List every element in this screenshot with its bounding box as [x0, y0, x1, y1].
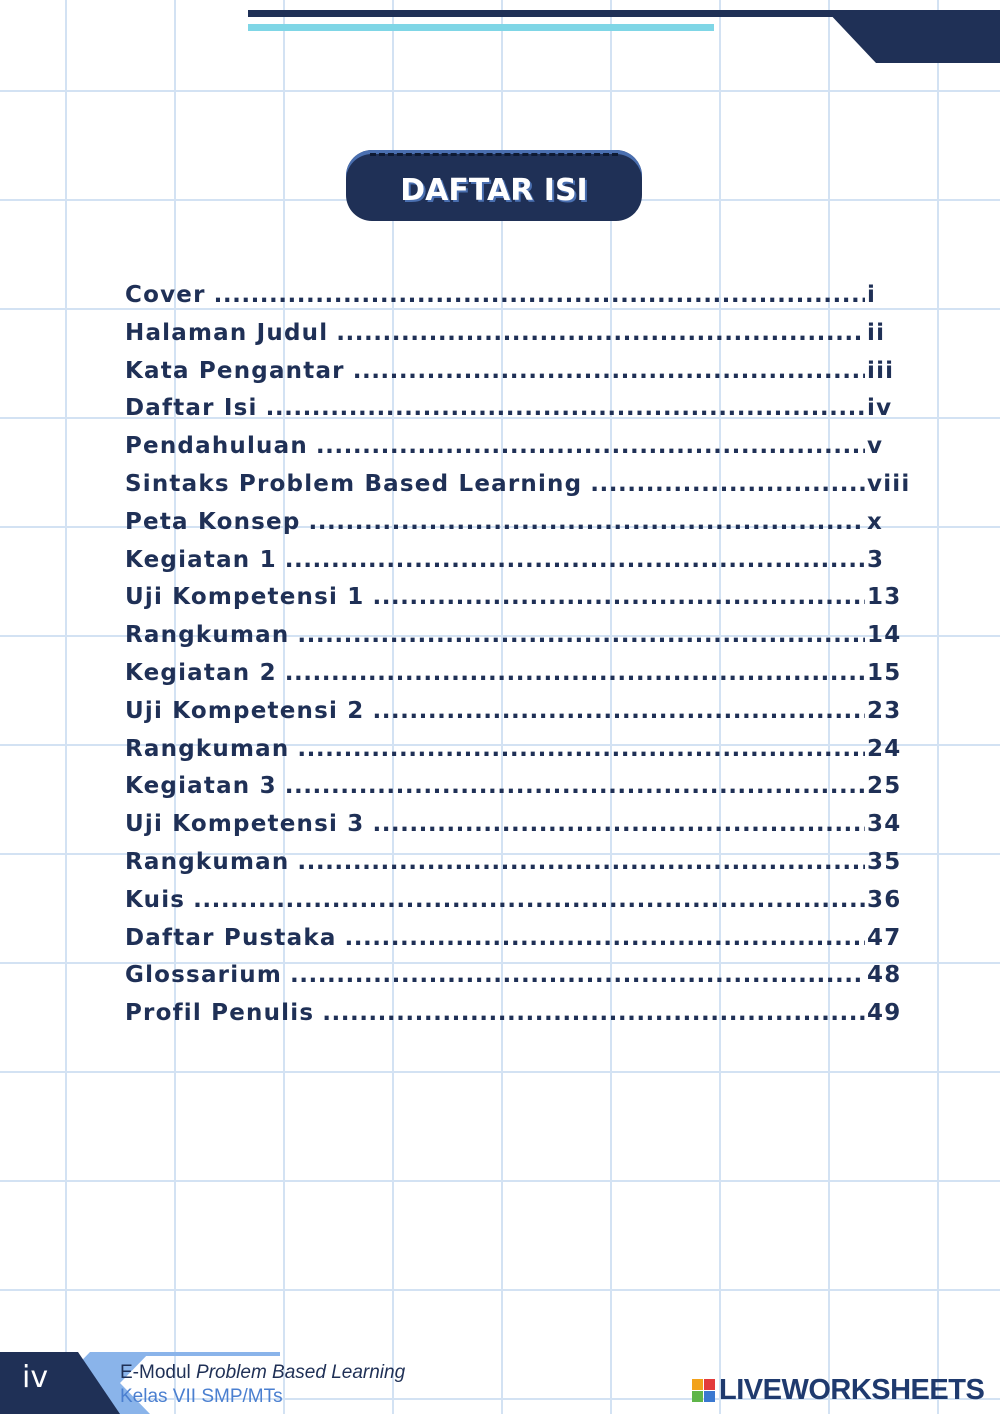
toc-entry[interactable]	[125, 277, 915, 315]
toc-entry-label: Halaman Judul	[125, 319, 329, 346]
toc-dot-leader	[336, 315, 865, 353]
toc-dot-leader	[345, 920, 865, 958]
toc-entry-page: 34	[867, 811, 902, 838]
toc-entry-page: iii	[867, 357, 895, 384]
logo-block-blue	[704, 1391, 715, 1402]
toc-entry[interactable]	[125, 655, 915, 693]
toc-entry[interactable]	[125, 390, 915, 428]
toc-entry-page: 14	[867, 622, 902, 649]
toc-entry[interactable]	[125, 542, 915, 580]
page-title: DAFTAR ISI	[400, 173, 588, 208]
toc-entry-page: 15	[867, 659, 902, 686]
toc-entry[interactable]	[125, 806, 915, 844]
toc-entry[interactable]	[125, 731, 915, 769]
toc-entry-label: Uji Kompetensi 1	[125, 584, 365, 611]
footer-class-line: Kelas VII SMP/MTs	[120, 1386, 283, 1407]
toc-entry-label: Daftar Isi	[125, 395, 258, 422]
logo-block-green	[692, 1391, 703, 1402]
toc-dot-leader	[316, 428, 865, 466]
toc-dot-leader	[285, 655, 865, 693]
toc-entry-label: Cover	[125, 282, 206, 308]
toc-entry-label: Rangkuman	[125, 622, 290, 649]
toc-dot-leader	[285, 542, 865, 580]
toc-entry-label: Kegiatan 2	[125, 659, 277, 686]
title-banner	[346, 150, 642, 221]
logo-text: LIVEWORKSHEETS	[719, 1373, 985, 1406]
toc-entry-page: 47	[867, 924, 902, 951]
toc-entry-label: Rangkuman	[125, 735, 290, 762]
toc-entry-page: 36	[867, 886, 902, 913]
toc-entry[interactable]	[125, 315, 915, 353]
toc-dot-leader	[590, 466, 865, 504]
logo-block-red	[704, 1379, 715, 1390]
toc-dot-leader	[297, 844, 865, 882]
toc-entry-page: x	[867, 508, 884, 535]
toc-entry-label: Rangkuman	[125, 848, 290, 875]
toc-dot-leader	[372, 806, 865, 844]
toc-entry-label: Uji Kompetensi 3	[125, 811, 365, 838]
toc-entry-label: Pendahuluan	[125, 433, 308, 460]
toc-entry[interactable]	[125, 957, 915, 995]
toc-entry-page: viii	[867, 470, 911, 497]
footer-module-title	[120, 1362, 405, 1384]
toc-entry-label: Kuis	[125, 886, 186, 913]
liveworksheets-blocks-icon	[692, 1379, 715, 1402]
toc-entry[interactable]	[125, 617, 915, 655]
toc-dot-leader	[193, 882, 865, 920]
toc-dot-leader	[290, 957, 865, 995]
toc-entry-page: 49	[867, 1000, 902, 1027]
toc-dot-leader	[309, 504, 865, 542]
toc-entry-label: Sintaks Problem Based Learning	[125, 470, 583, 497]
toc-entry-page: 13	[867, 584, 902, 611]
toc-entry-label: Profil Penulis	[125, 1000, 315, 1027]
toc-entry-page: iv	[867, 395, 893, 422]
toc-entry-page: ii	[867, 319, 886, 346]
toc-entry-label: Peta Konsep	[125, 508, 301, 535]
toc-entry-label: Uji Kompetensi 2	[125, 697, 365, 724]
toc-entry-label: Glossarium	[125, 962, 283, 989]
toc-entry-page: 23	[867, 697, 902, 724]
toc-entry-page: v	[867, 433, 884, 460]
toc-dot-leader	[214, 277, 865, 315]
toc-dot-leader	[322, 995, 865, 1033]
toc-dot-leader	[353, 353, 865, 391]
toc-entry-label: Daftar Pustaka	[125, 924, 337, 951]
toc-entry-label: Kegiatan 1	[125, 546, 277, 573]
toc-entry[interactable]	[125, 693, 915, 731]
toc-entry[interactable]	[125, 844, 915, 882]
footer-page-number: iv	[22, 1360, 49, 1395]
toc-entry[interactable]	[125, 995, 915, 1033]
toc-entry[interactable]	[125, 466, 915, 504]
toc-dot-leader	[372, 693, 865, 731]
toc-entry[interactable]	[125, 428, 915, 466]
toc-entry[interactable]	[125, 768, 915, 806]
toc-dot-leader	[297, 731, 865, 769]
toc-entry-page: 35	[867, 848, 902, 875]
toc-dot-leader	[297, 617, 865, 655]
toc-entry[interactable]	[125, 504, 915, 542]
toc-entry-label: Kata Pengantar	[125, 357, 345, 384]
footer-underline-decor	[120, 1352, 280, 1356]
toc-entry-page: 3	[867, 546, 885, 573]
toc-entry[interactable]	[125, 579, 915, 617]
footer-module-prefix: E-Modul	[120, 1362, 191, 1383]
toc-entry-label: Kegiatan 3	[125, 773, 277, 800]
top-decor-bar-light	[248, 24, 714, 31]
toc-entry[interactable]	[125, 920, 915, 958]
toc-entry-page: 48	[867, 962, 902, 989]
toc-entry-page: i	[867, 282, 877, 308]
toc-dot-leader	[266, 390, 865, 428]
top-corner-decor	[826, 10, 1000, 63]
toc-entry-page: 25	[867, 773, 902, 800]
toc-dot-leader	[372, 579, 865, 617]
footer-module-italic: Problem Based Learning	[196, 1362, 406, 1383]
toc-entry[interactable]	[125, 882, 915, 920]
table-of-contents	[125, 277, 915, 1033]
liveworksheets-logo[interactable]	[692, 1374, 984, 1406]
toc-dot-leader	[285, 768, 865, 806]
toc-entry[interactable]	[125, 353, 915, 391]
toc-entry-page: 24	[867, 735, 902, 762]
logo-block-orange	[692, 1379, 703, 1390]
